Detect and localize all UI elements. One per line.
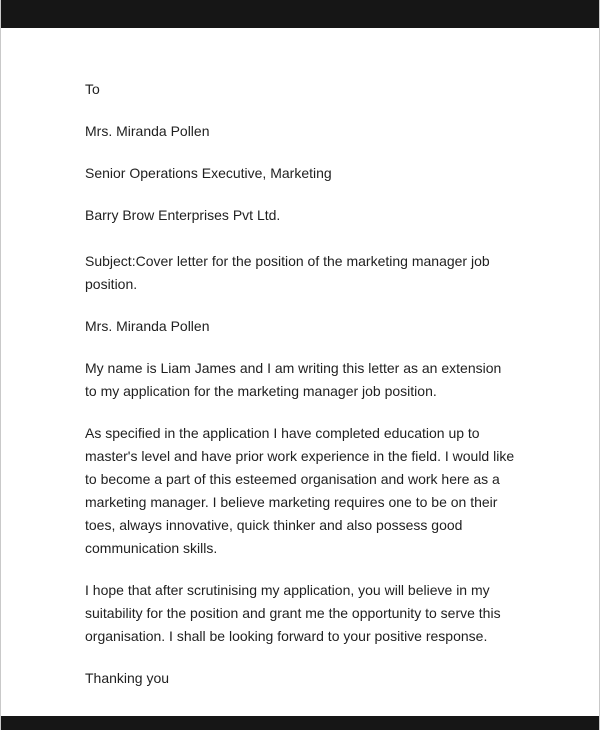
body-paragraph-3: I hope that after scrutinising my application, you will believe in my suitability for the position and grant me the opportunity to serve this organisation. I shall be looking forward to your positive response. xyxy=(85,582,501,644)
recipient-name: Mrs. Miranda Pollen xyxy=(85,123,210,139)
recipient-title: Senior Operations Executive, Marketing xyxy=(85,165,332,181)
bottom-border-bar xyxy=(1,716,599,730)
body-paragraph-2: As specified in the application I have completed education up to master's level and have prior work experience in the field. I would like to become a part of this esteemed organisation and work here as a marketing manager. I believe marketing requires one to be on their toes, always innovative, quick thinker and also possess good communication skills. xyxy=(85,425,515,556)
company-name: Barry Brow Enterprises Pvt Ltd. xyxy=(85,207,281,223)
letter-content xyxy=(1,28,599,716)
subject-line: Subject:Cover letter for the position of the marketing manager job position. xyxy=(85,253,494,292)
body-paragraph-1: My name is Liam James and I am writing this letter as an extension to my application for the marketing manager job position. xyxy=(85,360,502,399)
to-label: To xyxy=(85,81,100,97)
closing-line: Thanking you xyxy=(85,670,170,686)
salutation: Mrs. Miranda Pollen xyxy=(85,318,210,334)
top-border-bar xyxy=(1,0,599,28)
